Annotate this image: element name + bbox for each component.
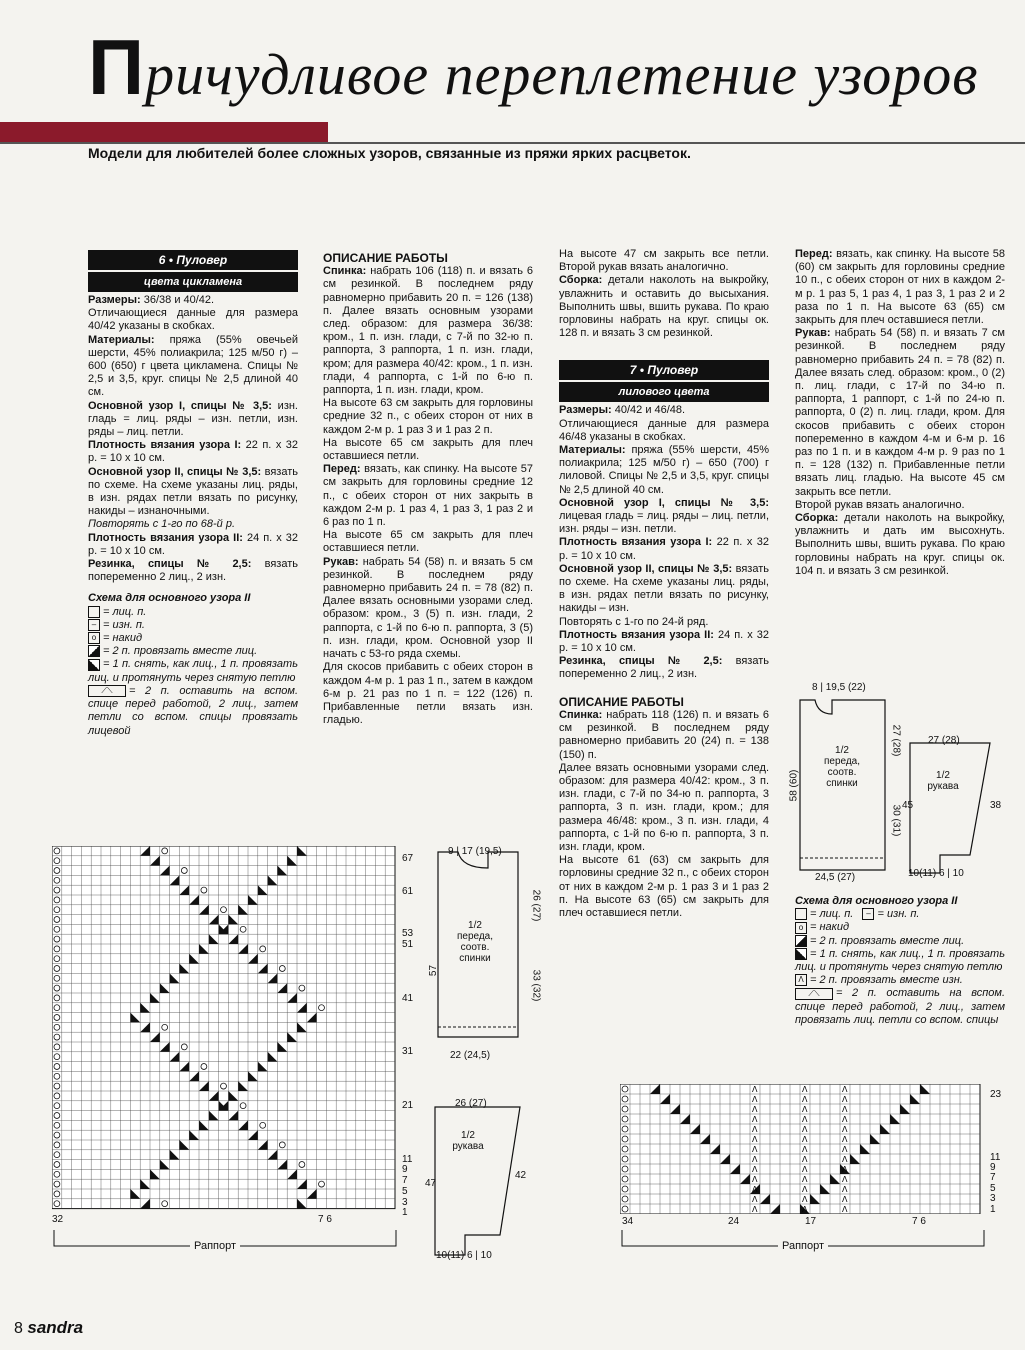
- text: Повторять с 1-го по 68-й р.: [88, 518, 236, 531]
- text: На высоте 63 см закрыть для горловины средние 32 п., с обеих сторон от них в каждом 2-м р. 1 раз 3 и 1 раз 2 п.: [323, 397, 533, 436]
- schema-1-right-dim: 26 (27): [530, 889, 542, 922]
- p2tog-symbol: Λ: [752, 1205, 758, 1214]
- schema-2-sleeve-bottom: 10(11) 6 | 10: [908, 868, 964, 879]
- text: Второй рукав вязать аналогично.: [795, 498, 965, 511]
- column-2: [323, 248, 533, 727]
- p2tog-symbol: Λ: [752, 1105, 758, 1114]
- chart-background: [52, 846, 395, 1209]
- chart-2-stitch-label: 34: [622, 1216, 634, 1227]
- schema-2-sleeve-left: 45: [902, 800, 914, 811]
- schema-2-sleeve-right: 38: [990, 800, 1002, 811]
- p2tog-symbol: Λ: [752, 1085, 758, 1094]
- chart-2-stitch-label: 7 6: [912, 1216, 926, 1227]
- schema-1-left-dim: 57: [428, 964, 440, 977]
- p2tog-symbol: Λ: [802, 1085, 808, 1094]
- p2tog-symbol: Λ: [842, 1175, 848, 1184]
- skpo-icon: [795, 948, 807, 960]
- model-6-header: 6 • Пуловер: [88, 250, 298, 270]
- row-number: 31: [402, 1046, 414, 1058]
- page-title: [88, 22, 978, 113]
- text: Далее вязать основными узорами след. образом: для размера 40/42: кром., 3 п. изн. глади, с 7-й по 34-ю п. раппорта, 3 раппорта, 3 п. изн. глади, кром.; для размера 46/48: кром., 3 п. изн. глади, 4 раппорта, с 1-й по 6-ю п. раппорта, 3 п. изн. глади, кром.: [559, 761, 769, 853]
- label: Перед:: [323, 463, 361, 476]
- text: На высоте 61 (63) см закрыть для горловины средние 32 п., с обеих сторон от них в каждом 2-м р. 1 раз 3 и 1 раз 2 п. На высоте 63 (65) см закрыть для плеч оставшиеся петли.: [559, 854, 769, 919]
- section-title: ОПИСАНИЕ РАБОТЫ: [559, 694, 684, 709]
- column-4: [795, 248, 1005, 578]
- text: Для скосов прибавить с обеих сторон в каждом 4-м р. 1 раз 1 п., затем в каждом 6-м р. 21 раз по 1 п. = 122 (126) п. Прибавленные петли вязать изн. гладью.: [323, 661, 533, 727]
- text: вязать по схеме. На схеме указаны лиц. ряды, в изн. рядах петли вязать по рисунку, накиды – изн.: [559, 562, 769, 615]
- p2tog-symbol: Λ: [802, 1205, 808, 1214]
- label: Основной узор II, спицы № 3,5:: [559, 562, 733, 575]
- legend-title: Схема для основного узора II: [795, 895, 958, 907]
- legend-item: = накид: [103, 632, 143, 645]
- yarn-over-icon: o: [88, 632, 100, 644]
- schema-2-sleeve-label: 1/2 рукава: [927, 770, 959, 792]
- legend-item: = 2 п. провязать вместе изн.: [810, 974, 963, 987]
- p2tog-symbol: Λ: [752, 1185, 758, 1194]
- p2tog-symbol: Λ: [802, 1095, 808, 1104]
- p2tog-symbol: Λ: [802, 1105, 808, 1114]
- text: 22 п. x 32 р. = 10 x 10 см.: [88, 439, 299, 465]
- label: Рукав:: [795, 327, 831, 340]
- text: пряжа (55% шерсти, 45% полиакрила; 125 м/50 г) – 650 (700) г лиловой. Спицы № 2,5 и 3,5, круг. спицы № 2,5 длиной 40 см.: [559, 444, 769, 496]
- column-1: [88, 248, 298, 738]
- yarn-over-icon: o: [795, 922, 807, 934]
- schema-2-top-dims: 8 | 19,5 (22): [812, 682, 866, 693]
- p2tog-symbol: Λ: [842, 1205, 848, 1214]
- row-number: 7: [402, 1175, 408, 1187]
- chart-2-stitch-label: 17: [805, 1216, 817, 1227]
- p2tog-symbol: Λ: [752, 1125, 758, 1134]
- text: Повторять с 1-го по 24-й ряд.: [559, 615, 709, 628]
- text: набрать 54 (58) п. и вязать 5 см резинкой. В последнем ряду равномерно прибавить 24 п. = 78 (82) п. Далее вязать основными узорами след. образом: кром., 3 (5) п. изн. глади, 2 раппорта, с 1-й по 6-ю п. раппорта, 3 (5) п. изн. глади, кром. Основной узор II начать с 53-го ряда схемы.: [323, 555, 533, 661]
- row-number: 61: [402, 885, 414, 897]
- legend-item: = 2 п. оставить на вспом. спице перед работой, 2 лиц., затем петли со вспом. спицы провязать лицевой: [88, 684, 298, 737]
- p2tog-symbol: Λ: [842, 1105, 848, 1114]
- row-number: 3: [402, 1196, 408, 1208]
- legend-title: Схема для основного узора II: [88, 592, 251, 605]
- text: детали наколоть на выкройку, увлажнить и дать им высохнуть. Выполнить швы, вшить рукава. По краю горловины набрать на круг. спицы ок. 104 п. и вязать 3 см резинкой.: [795, 512, 1005, 577]
- p2tog-symbol: Λ: [802, 1195, 808, 1204]
- model-7-header: 7 • Пуловер: [559, 360, 769, 380]
- text: На высоте 65 см закрыть для плеч оставшиеся петли.: [323, 529, 533, 555]
- text: вязать, как спинку. На высоте 58 (60) см закрыть для горловины средние 10 п., с обеих сторон от них в каждом 2-м р. 1 раз 5, 1 раз 4, 1 раз 3, 1 раз 2 и 2 раза по 1 п. На высоте 63 (65) см закрыть для плеч оставшиеся петли.: [795, 248, 1005, 327]
- row-number: 9: [402, 1164, 408, 1176]
- p2tog-symbol: Λ: [842, 1145, 848, 1154]
- legend-item: = лиц. п.: [103, 605, 147, 618]
- schema-1-right-dim: 33 (32): [530, 969, 542, 1002]
- brand-logo: sandra: [27, 1318, 84, 1337]
- accent-bar: [0, 122, 328, 142]
- text: пряжа (55% овечьей шерсти, 45% полиакрила; 125 м/50 г) – 600 (650) г цвета цикламена. Спицы № 2,5 и 3,5, круг. спицы № 2,5 длиной 40 см.: [88, 333, 298, 399]
- label: Перед:: [795, 248, 833, 260]
- label: Плотность вязания узора I:: [559, 536, 713, 549]
- text: Отличающиеся данные для размера 40/42 указаны в скобках.: [88, 307, 298, 333]
- title-initial: П: [88, 23, 146, 111]
- skpo-icon: [88, 659, 100, 671]
- text: детали наколоть на выкройку, увлажнить и оставить до высыхания. Выполнить швы, вшить рукава. По краю горловины набрать на круг. спицы ок. 128 п. и вязать 3 см резинкой.: [559, 274, 769, 340]
- p2tog-symbol: Λ: [752, 1135, 758, 1144]
- chart-2-grid: [620, 1084, 986, 1214]
- p2tog-symbol: Λ: [802, 1145, 808, 1154]
- row-number: 11: [402, 1153, 413, 1165]
- knit-icon: [88, 606, 100, 618]
- label: Спинка:: [559, 708, 603, 721]
- p2tog-symbol: Λ: [802, 1175, 808, 1184]
- row-number: 3: [990, 1193, 996, 1205]
- text: 24 п. x 32 р. = 10 x 10 см.: [88, 531, 298, 557]
- p2tog-symbol: Λ: [802, 1155, 808, 1164]
- legend-item: = 2 п. провязать вместе лиц.: [103, 645, 258, 658]
- p2tog-symbol: Λ: [752, 1115, 758, 1124]
- label: Материалы:: [559, 444, 626, 457]
- text: 24 п. x 32 р. = 10 x 10 см.: [559, 628, 769, 655]
- label: Плотность вязания узора I:: [88, 439, 242, 452]
- row-number: 1: [990, 1203, 996, 1215]
- schema-1-bottom-dim: 22 (24,5): [450, 1050, 491, 1061]
- row-number: 7: [990, 1172, 996, 1184]
- legend-item: = 1 п. снять, как лиц., 1 п. провязать лиц. и протянуть через снятую петлю: [795, 947, 1005, 974]
- chart-2-stitch-label: 24: [728, 1216, 740, 1227]
- row-number: 21: [402, 1100, 414, 1112]
- k2tog-icon: [795, 935, 807, 947]
- p2tog-symbol: Λ: [842, 1155, 848, 1164]
- legend-item: = накид: [810, 921, 850, 934]
- label: Резинка, спицы № 2,5:: [88, 558, 252, 571]
- p2tog-symbol: Λ: [802, 1115, 808, 1124]
- schema-1-top-dims: 9 | 17 (19,5): [448, 846, 502, 857]
- label: Рукав:: [323, 555, 359, 568]
- section-title: ОПИСАНИЕ РАБОТЫ: [323, 251, 448, 265]
- label: Резинка, спицы № 2,5:: [559, 655, 723, 668]
- p2tog-symbol: Λ: [842, 1165, 848, 1174]
- title-rest: ричудливое переплетение узоров: [145, 42, 979, 107]
- legend-2: [795, 895, 1005, 1027]
- column-3: [559, 248, 769, 920]
- label: Сборка:: [559, 274, 603, 287]
- row-number: 67: [402, 853, 414, 865]
- p2tog-icon: Λ: [795, 974, 807, 986]
- page-number: 8: [14, 1320, 23, 1337]
- schema-1-sleeve-label: 1/2 рукава: [452, 1130, 484, 1152]
- row-number: 41: [402, 992, 414, 1004]
- label: Размеры:: [88, 294, 141, 306]
- row-number: 1: [402, 1207, 408, 1219]
- label: Плотность вязания узора II:: [559, 628, 714, 641]
- row-number: 9: [990, 1162, 996, 1173]
- legend-item: = изн. п.: [877, 908, 920, 921]
- text: вязать по схеме. На схеме указаны лиц. ряды, в изн. рядах петли вязать по рисунку, накиды – изнаночными.: [88, 465, 298, 518]
- legend-item: = 1 п. снять, как лиц., 1 п. провязать лиц. и протянуть через снятую петлю: [88, 658, 298, 684]
- schema-2-bottom-dim: 24,5 (27): [815, 872, 856, 883]
- row-number: 5: [402, 1185, 408, 1197]
- label: Материалы:: [88, 333, 155, 346]
- p2tog-symbol: Λ: [842, 1095, 848, 1104]
- schema-1-sleeve-bottom: 10(11) 6 | 10: [436, 1250, 492, 1261]
- p2tog-symbol: Λ: [842, 1085, 848, 1094]
- k2tog-icon: [88, 645, 100, 657]
- schema-2-sleeve: [900, 735, 1000, 880]
- schema-1-label: 1/2 переда, соотв. спинки: [456, 920, 494, 964]
- schema-2-sleeve-top: 27 (28): [928, 735, 960, 746]
- legend-item: = 2 п. провязать вместе лиц.: [810, 934, 965, 947]
- schema-2-left-dim: 58 (60): [788, 769, 800, 802]
- text: 36/38 и 40/42.: [143, 294, 215, 306]
- p2tog-symbol: Λ: [802, 1125, 808, 1134]
- text: вязать, как спинку. На высоте 57 см закрыть для горловины средние 12 п., с обеих сторон от них закрыть в каждом 2-м р. 1 раз 4, 1 раз 3, 1 раз 2 и 6 раз по 1 п.: [323, 463, 533, 529]
- text: набрать 54 (58) п. и вязать 7 см резинкой. В последнем ряду равномерно прибавить 24 п. = 78 (82) п. Далее вязать след. образом: кром., 0 (2) п. лиц. глади, с 17-й по 34-ю п. раппорта, 1 раппорт, с 1-й по 24-ю п. раппорта, 0 (2) п. лиц. глади, кром. Для скосов прибавить с обеих сторон попеременно в каждом 4-м и 6-м р. 16 раз по 1 п. и в каждом 4-м р. 9 раз по 1 п. = 128 (132) п. Прибавленные петли вязать лиц. гладью. На высоте 45 см закрыть все петли.: [795, 327, 1005, 498]
- p2tog-symbol: Λ: [752, 1195, 758, 1204]
- text: На высоте 47 см закрыть все петли. Второй рукав вязать аналогично.: [559, 248, 769, 274]
- schema-2-right-dim: 30 (31): [890, 804, 902, 837]
- schema-2-right-dim: 27 (28): [890, 724, 902, 757]
- row-number: 5: [990, 1182, 996, 1194]
- title-rule: [0, 142, 1025, 144]
- schema-1-sleeve-right: 42: [515, 1170, 527, 1181]
- chart-1-left-stitch: 32: [52, 1214, 64, 1225]
- label: Сборка:: [795, 512, 839, 525]
- cable-icon: ⟋⟍: [795, 988, 833, 1000]
- text: На высоте 65 см закрыть для плеч оставшиеся петли.: [323, 436, 533, 463]
- p2tog-symbol: Λ: [752, 1155, 758, 1164]
- text: вязать попеременно 2 лиц., 2 изн.: [88, 558, 298, 584]
- p2tog-symbol: Λ: [802, 1135, 808, 1144]
- p2tog-symbol: Λ: [752, 1165, 758, 1174]
- chart-2-rapport-label: Раппорт: [778, 1240, 828, 1252]
- text: Отличающиеся данные для размера 46/48 указаны в скобках.: [559, 417, 769, 443]
- text: вязать попеременно 2 лиц., 2 изн.: [559, 655, 769, 681]
- label: Основной узор I, спицы № 3,5:: [88, 399, 272, 412]
- label: Основной узор I, спицы № 3,5:: [559, 496, 769, 509]
- label: Размеры:: [559, 404, 612, 417]
- p2tog-symbol: Λ: [802, 1185, 808, 1194]
- page-subtitle: Модели для любителей более сложных узоров, связанные из пряжи ярких расцветок.: [88, 145, 691, 161]
- p2tog-symbol: Λ: [752, 1095, 758, 1104]
- schema-2-label: 1/2 переда, соотв. спинки: [823, 745, 861, 789]
- text: набрать 118 (126) п. и вязать 6 см резинкой. В последнем ряду равномерно прибавить 20 (24) п. = 138 (150) п.: [559, 708, 769, 761]
- text: набрать 106 (118) п. и вязать 6 см резинкой. В последнем ряду равномерно прибавить 20 п. = 126 (138) п. Далее вязать основным узорами след. образом: для размера 36/38: кром., 1 п. изн. глади, с 7-й по 32-ю п. раппорта, 3 раппорта, 1 п. изн. глади, кром; для размера 40/42: кром., 1 п. изн. глади, 4 раппорта, с 1-й по 6-ю п. раппорта, 1 п. изн. глади, кром.: [323, 265, 533, 397]
- legend-item: = изн. п.: [103, 618, 145, 631]
- text: 22 п. x 32 р. = 10 x 10 см.: [559, 536, 770, 562]
- row-number: 11: [990, 1151, 1001, 1163]
- p2tog-symbol: Λ: [842, 1135, 848, 1144]
- schema-1-sleeve-top: 26 (27): [455, 1098, 487, 1109]
- p2tog-symbol: Λ: [842, 1115, 848, 1124]
- chart-1-grid: [52, 846, 398, 1216]
- p2tog-symbol: Λ: [842, 1195, 848, 1204]
- p2tog-symbol: Λ: [802, 1165, 808, 1174]
- chart-1-right-stitch: 7 6: [318, 1214, 332, 1225]
- label: Основной узор II, спицы № 3,5:: [88, 465, 262, 478]
- p2tog-symbol: Λ: [752, 1175, 758, 1184]
- p2tog-symbol: Λ: [842, 1185, 848, 1194]
- model-6-subheader: цвета цикламена: [88, 272, 298, 292]
- row-number: 51: [402, 939, 414, 951]
- model-7-subheader: лилового цвета: [559, 382, 769, 402]
- row-number: 23: [990, 1089, 1002, 1101]
- legend-item: = лиц. п.: [810, 908, 854, 921]
- cable-icon: ⟋⟍: [88, 685, 126, 697]
- p2tog-symbol: Λ: [752, 1145, 758, 1154]
- row-number: 53: [402, 928, 414, 940]
- schema-1-sleeve-left: 47: [425, 1178, 437, 1189]
- text: лицевая гладь = лиц. ряды – лиц. петли, изн. ряды – изн. петли.: [559, 510, 769, 536]
- page-footer: [14, 1318, 83, 1338]
- text: 40/42 и 46/48.: [614, 404, 686, 417]
- label: Спинка:: [323, 265, 367, 278]
- purl-icon: –: [88, 619, 100, 631]
- label: Плотность вязания узора II:: [88, 531, 243, 544]
- chart-1-rapport-label: Раппорт: [190, 1240, 240, 1252]
- legend-item: = 2 п. оставить на вспом. спице перед работой, 2 лиц., затем провязать лиц. петли со вспом. спицы: [795, 987, 1005, 1026]
- purl-icon: –: [862, 908, 874, 920]
- knit-icon: [795, 908, 807, 920]
- p2tog-symbol: Λ: [842, 1125, 848, 1134]
- text: изн. гладь = лиц. ряды – изн. петли, изн. ряды – лиц. петли.: [88, 399, 298, 439]
